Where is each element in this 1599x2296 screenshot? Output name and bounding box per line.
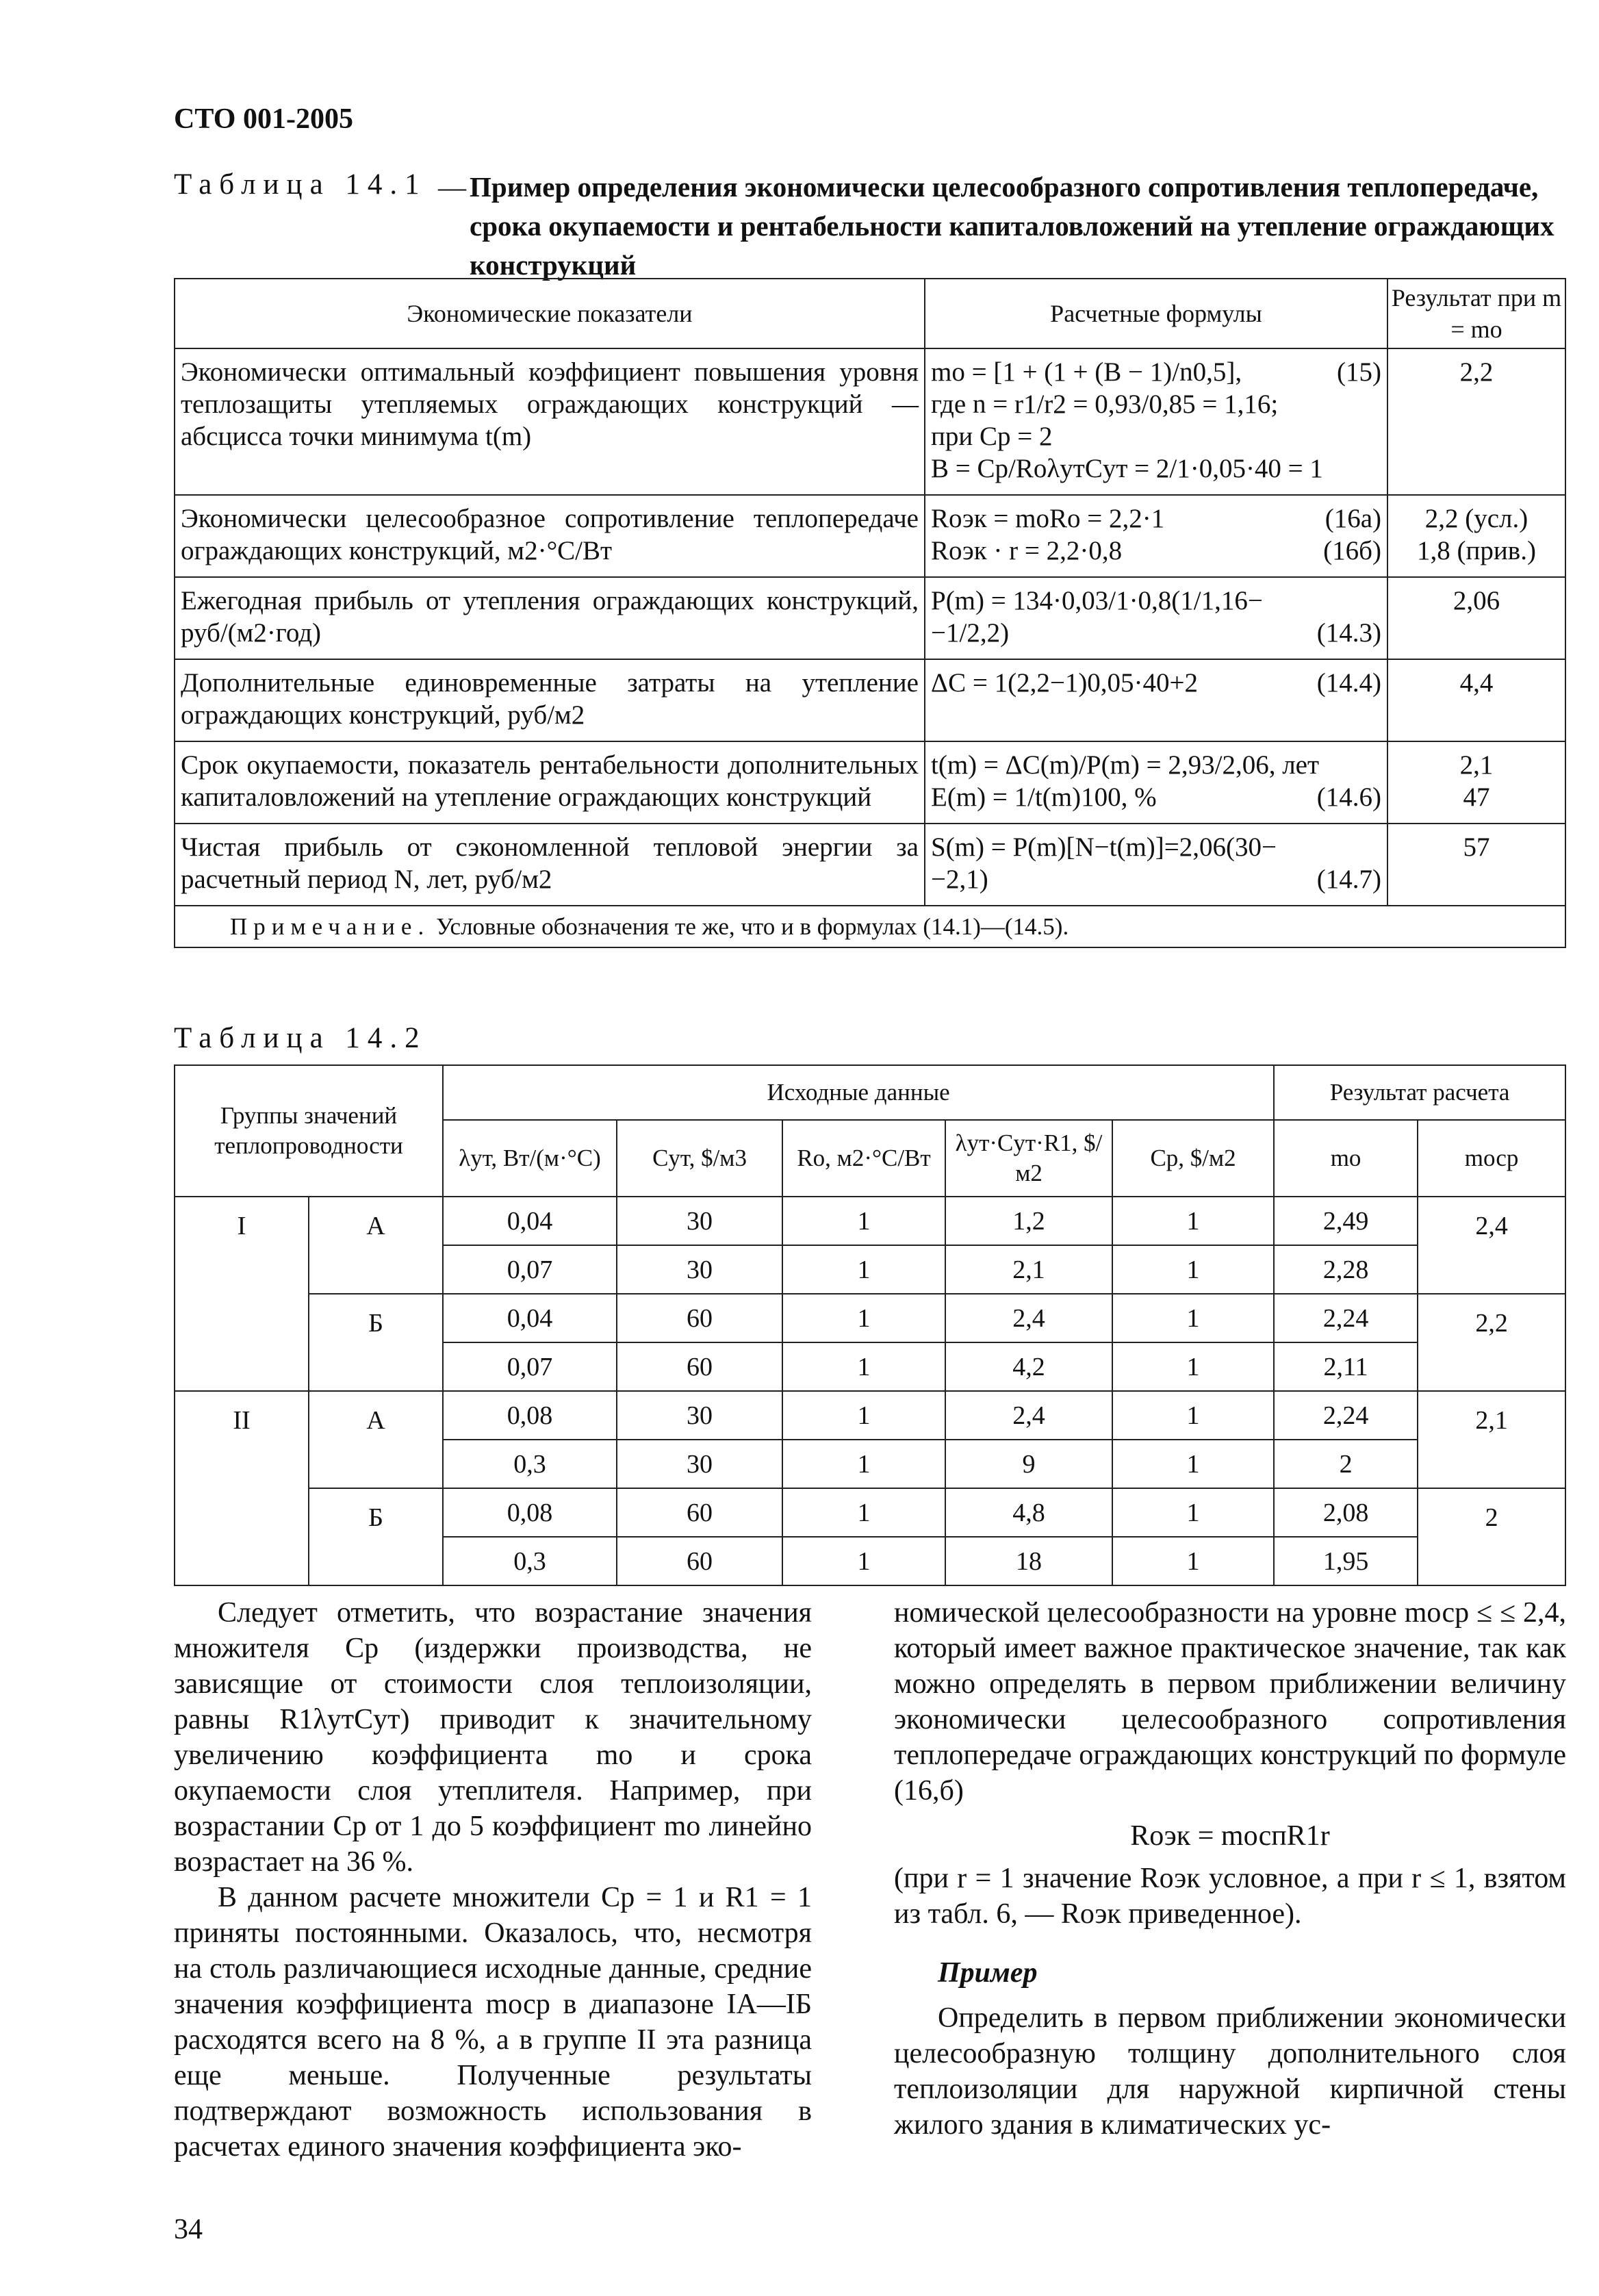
- formula-number: (14.7): [1316, 865, 1381, 894]
- table-14-1: [174, 278, 1566, 948]
- formula-text: B = Cр/RоλутCут = 2/1·0,05·40 = 1: [931, 454, 1323, 483]
- cut-cell: 30: [617, 1197, 782, 1245]
- header-cut: Cут, $/м3: [617, 1120, 782, 1197]
- table-header-row: [175, 279, 1565, 348]
- lambda-cell: 0,08: [443, 1391, 617, 1440]
- formula-number: (14.6): [1316, 782, 1381, 812]
- formula-text: S(m) = P(m)[N−t(m)]=2,06(30−: [931, 832, 1277, 862]
- header-mocp: mоср: [1418, 1120, 1565, 1197]
- table-row: [175, 1488, 1565, 1537]
- table-14-2: [174, 1064, 1566, 1586]
- formula-number: (16а): [1325, 504, 1381, 533]
- formula-text: mо = [1 + (1 + (B − 1)/n0,5],: [931, 357, 1242, 387]
- paragraph: Определить в первом приближении экономически целесообразную толщину дополнительного слоя теплоизоляции для наружной кирпичной стены жилого здания в климатических ус-: [894, 2002, 1566, 2141]
- document-id: СТО 001-2005: [174, 103, 353, 135]
- formula-cell: [925, 659, 1387, 741]
- formula-text: при Cр = 2: [931, 422, 1053, 451]
- result-cell: [1387, 577, 1565, 659]
- result-value: 47: [1463, 782, 1490, 812]
- formula-text: Rоэк · r = 2,2·0,8: [931, 536, 1123, 565]
- formula-line: [931, 388, 1381, 420]
- cp-cell: 1: [1112, 1488, 1274, 1537]
- header-lambda: λут, Вт/(м·°С): [443, 1120, 617, 1197]
- paragraph: В данном расчете множители Cр = 1 и R1 = 1 приняты постоянными. Оказалось, что, несмотря на столь различающиеся исходные данные, средние значения коэффициента mоср в диапазоне IА—IБ расходятся всего на 8 %, а в группе II эта разница еще меньше. Полученные результаты подтверждают возможность использования в расчетах единого значения коэффициента эко-: [174, 1882, 812, 2163]
- table-row: [175, 1197, 1565, 1245]
- formula-cell: [925, 348, 1387, 495]
- title-dash: —: [438, 171, 466, 203]
- ro-cell: 1: [782, 1197, 945, 1245]
- indicator-cell: Дополнительные единовременные затраты на утепление ограждающих конструкций, руб/м2: [175, 659, 925, 741]
- lambda-cell: 0,04: [443, 1294, 617, 1342]
- ro-cell: 1: [782, 1488, 945, 1537]
- cp-cell: 1: [1112, 1391, 1274, 1440]
- mocp-cell: 2,4: [1418, 1197, 1565, 1294]
- cp-cell: 1: [1112, 1294, 1274, 1342]
- table-row: [175, 1294, 1565, 1342]
- lambda-c-r-cell: 4,8: [945, 1488, 1112, 1537]
- cut-cell: 30: [617, 1391, 782, 1440]
- cut-cell: 60: [617, 1488, 782, 1537]
- header-groups: Группы значений теплопроводности: [175, 1065, 443, 1197]
- indicator-cell: Ежегодная прибыль от утепления ограждающих конструкций, руб/(м2·год): [175, 577, 925, 659]
- table2-body: [175, 1197, 1565, 1585]
- paragraph: номической целесообразности на уровне mоср ≤ ≤ 2,4, который имеет важное практическое значение, так как можно определять в первом приближении величину экономически целесообразного сопротивления теплопередаче ограждающих конструкций по формуле (16,б): [894, 1597, 1566, 1807]
- formula-line: [931, 585, 1381, 617]
- subgroup-label: А: [309, 1197, 443, 1294]
- table-row: [175, 741, 1565, 824]
- formula-text: −1/2,2): [931, 618, 1010, 648]
- subgroup-label: Б: [309, 1488, 443, 1585]
- page-number: 34: [174, 2214, 203, 2245]
- formula-number: (15): [1337, 357, 1381, 387]
- example-heading: Пример: [938, 1957, 1038, 1989]
- header-mo: mо: [1274, 1120, 1418, 1197]
- formula-line: [931, 452, 1381, 485]
- table-note-row: [175, 906, 1565, 947]
- mocp-cell: 2,2: [1418, 1294, 1565, 1391]
- result-cell: [1387, 824, 1565, 906]
- formula-line: [931, 535, 1381, 567]
- result-cell: [1387, 495, 1565, 577]
- header-result: Результат расчета: [1274, 1065, 1565, 1120]
- formula-line: [931, 617, 1381, 649]
- header-formulas: Расчетные формулы: [925, 279, 1387, 348]
- lambda-cell: 0,04: [443, 1197, 617, 1245]
- mo-cell: 2: [1274, 1440, 1418, 1488]
- subgroup-label: Б: [309, 1294, 443, 1391]
- ro-cell: 1: [782, 1440, 945, 1488]
- text-column-right: [894, 1595, 1566, 2143]
- note-label: Примечание.: [230, 913, 431, 940]
- result-value: 4,4: [1459, 668, 1494, 698]
- subgroup-label: А: [309, 1391, 443, 1488]
- lambda-c-r-cell: 1,2: [945, 1197, 1112, 1245]
- formula-number: (14.4): [1316, 668, 1381, 698]
- formula-text: ΔC = 1(2,2−1)0,05·40+2: [931, 668, 1199, 698]
- result-value: 2,2 (усл.): [1424, 504, 1528, 533]
- formula-text: P(m) = 134·0,03/1·0,8(1/1,16−: [931, 586, 1263, 615]
- header-cp: Cр, $/м2: [1112, 1120, 1274, 1197]
- cut-cell: 60: [617, 1537, 782, 1585]
- formula-cell: [925, 495, 1387, 577]
- cut-cell: 30: [617, 1245, 782, 1294]
- header-input-data: Исходные данные: [443, 1065, 1274, 1120]
- header-ro: Rо, м2·°С/Вт: [782, 1120, 945, 1197]
- formula-line: [931, 356, 1381, 388]
- cp-cell: 1: [1112, 1537, 1274, 1585]
- result-cell: [1387, 348, 1565, 495]
- formula-cell: [925, 577, 1387, 659]
- ro-cell: 1: [782, 1537, 945, 1585]
- ro-cell: 1: [782, 1342, 945, 1391]
- text-column-left: [174, 1595, 812, 2165]
- note-text: Условные обозначения те же, что и в формулах (14.1)—(14.5).: [435, 913, 1069, 940]
- lambda-c-r-cell: 2,4: [945, 1294, 1112, 1342]
- table2-label: Таблица 14.2: [174, 1022, 427, 1054]
- mo-cell: 2,24: [1274, 1391, 1418, 1440]
- cp-cell: 1: [1112, 1342, 1274, 1391]
- table-row: [175, 1391, 1565, 1440]
- formula-text: t(m) = ΔC(m)/P(m) = 2,93/2,06, лет: [931, 750, 1320, 780]
- ro-cell: 1: [782, 1245, 945, 1294]
- mo-cell: 2,08: [1274, 1488, 1418, 1537]
- indicator-cell: Экономически оптимальный коэффициент повышения уровня теплозащиты утепляемых ограждающих конструкций — абсцисса точки минимума t(m): [175, 348, 925, 495]
- mo-cell: 2,24: [1274, 1294, 1418, 1342]
- result-value: 1,8 (прив.): [1417, 536, 1536, 565]
- mo-cell: 2,11: [1274, 1342, 1418, 1391]
- group-label: I: [175, 1197, 309, 1391]
- table-row: [175, 495, 1565, 577]
- result-cell: [1387, 741, 1565, 824]
- formula-text: E(m) = 1/t(m)100, %: [931, 782, 1157, 812]
- paragraph: Следует отметить, что возрастание значения множителя Cр (издержки производства, не зависящие от стоимости слоя теплоизоляции, равны R1λутCут) приводит к значительному увеличению коэффициента mо и срока окупаемости слоя утеплителя. Например, при возрастании Cр от 1 до 5 коэффициент mо линейно возрастает на 36 %.: [174, 1597, 812, 1878]
- table1-body: [175, 348, 1565, 906]
- formula-line: [931, 667, 1381, 699]
- formula-line: [931, 831, 1381, 863]
- group-label: II: [175, 1391, 309, 1585]
- mo-cell: 1,95: [1274, 1537, 1418, 1585]
- cut-cell: 30: [617, 1440, 782, 1488]
- lambda-cell: 0,07: [443, 1245, 617, 1294]
- ro-cell: 1: [782, 1294, 945, 1342]
- cut-cell: 60: [617, 1294, 782, 1342]
- cp-cell: 1: [1112, 1197, 1274, 1245]
- indicator-cell: Чистая прибыль от сэкономленной тепловой энергии за расчетный период N, лет, руб/м2: [175, 824, 925, 906]
- result-value: 2,2: [1459, 357, 1494, 387]
- formula-cell: [925, 824, 1387, 906]
- formula-line: [931, 420, 1381, 452]
- lambda-cell: 0,07: [443, 1342, 617, 1391]
- result-cell: [1387, 659, 1565, 741]
- table-row: [175, 659, 1565, 741]
- lambda-c-r-cell: 4,2: [945, 1342, 1112, 1391]
- formula-number: (16б): [1323, 536, 1381, 565]
- table1-label: Таблица 14.1: [174, 168, 427, 201]
- cut-cell: 60: [617, 1342, 782, 1391]
- formula-line: [931, 749, 1381, 781]
- lambda-cell: 0,3: [443, 1440, 617, 1488]
- cp-cell: 1: [1112, 1440, 1274, 1488]
- formula-cell: [925, 741, 1387, 824]
- mo-cell: 2,28: [1274, 1245, 1418, 1294]
- table-note: [175, 906, 1565, 947]
- ro-cell: 1: [782, 1391, 945, 1440]
- result-value: 2,1: [1459, 750, 1494, 780]
- table-row: [175, 577, 1565, 659]
- lambda-c-r-cell: 9: [945, 1440, 1112, 1488]
- table1-title: [438, 168, 1565, 285]
- formula-text: −2,1): [931, 865, 988, 894]
- paragraph: (при r = 1 значение Rоэк условное, а при r ≤ 1, взятом из табл. 6, — Rоэк приведенное).: [894, 1863, 1566, 1930]
- table1-title-text: Пример определения экономически целесообразного сопротивления теплопередаче, срока окупаемости и рентабельности капиталовложений на утепление ограждающих конструкций: [470, 171, 1555, 281]
- header-lambda-c-r: λут·Cут·R1, $/м2: [945, 1120, 1112, 1197]
- mocp-cell: 2,1: [1418, 1391, 1565, 1488]
- formula-line: [931, 781, 1381, 813]
- formula-line: [931, 502, 1381, 535]
- formula-16b: Rоэк = mоспR1r: [1130, 1820, 1330, 1852]
- formula-number: (14.3): [1316, 618, 1381, 648]
- table-row: [175, 824, 1565, 906]
- formula-text: где n = r1/r2 = 0,93/0,85 = 1,16;: [931, 390, 1279, 419]
- header-indicators: Экономические показатели: [175, 279, 925, 348]
- header-result: Результат при m = mо: [1387, 279, 1565, 348]
- result-value: 2,06: [1453, 586, 1500, 615]
- lambda-c-r-cell: 2,4: [945, 1391, 1112, 1440]
- formula-line: [931, 863, 1381, 895]
- table-row: [175, 348, 1565, 495]
- indicator-cell: Срок окупаемости, показатель рентабельности дополнительных капиталовложений на утепление ограждающих конструкций: [175, 741, 925, 824]
- lambda-c-r-cell: 2,1: [945, 1245, 1112, 1294]
- cp-cell: 1: [1112, 1245, 1274, 1294]
- indicator-cell: Экономически целесообразное сопротивление теплопередаче ограждающих конструкций, м2·°С/Вт: [175, 495, 925, 577]
- mo-cell: 2,49: [1274, 1197, 1418, 1245]
- lambda-cell: 0,3: [443, 1537, 617, 1585]
- mocp-cell: 2: [1418, 1488, 1565, 1585]
- lambda-cell: 0,08: [443, 1488, 617, 1537]
- result-value: 57: [1463, 832, 1490, 862]
- lambda-c-r-cell: 18: [945, 1537, 1112, 1585]
- formula-text: Rоэк = mоRо = 2,2·1: [931, 504, 1165, 533]
